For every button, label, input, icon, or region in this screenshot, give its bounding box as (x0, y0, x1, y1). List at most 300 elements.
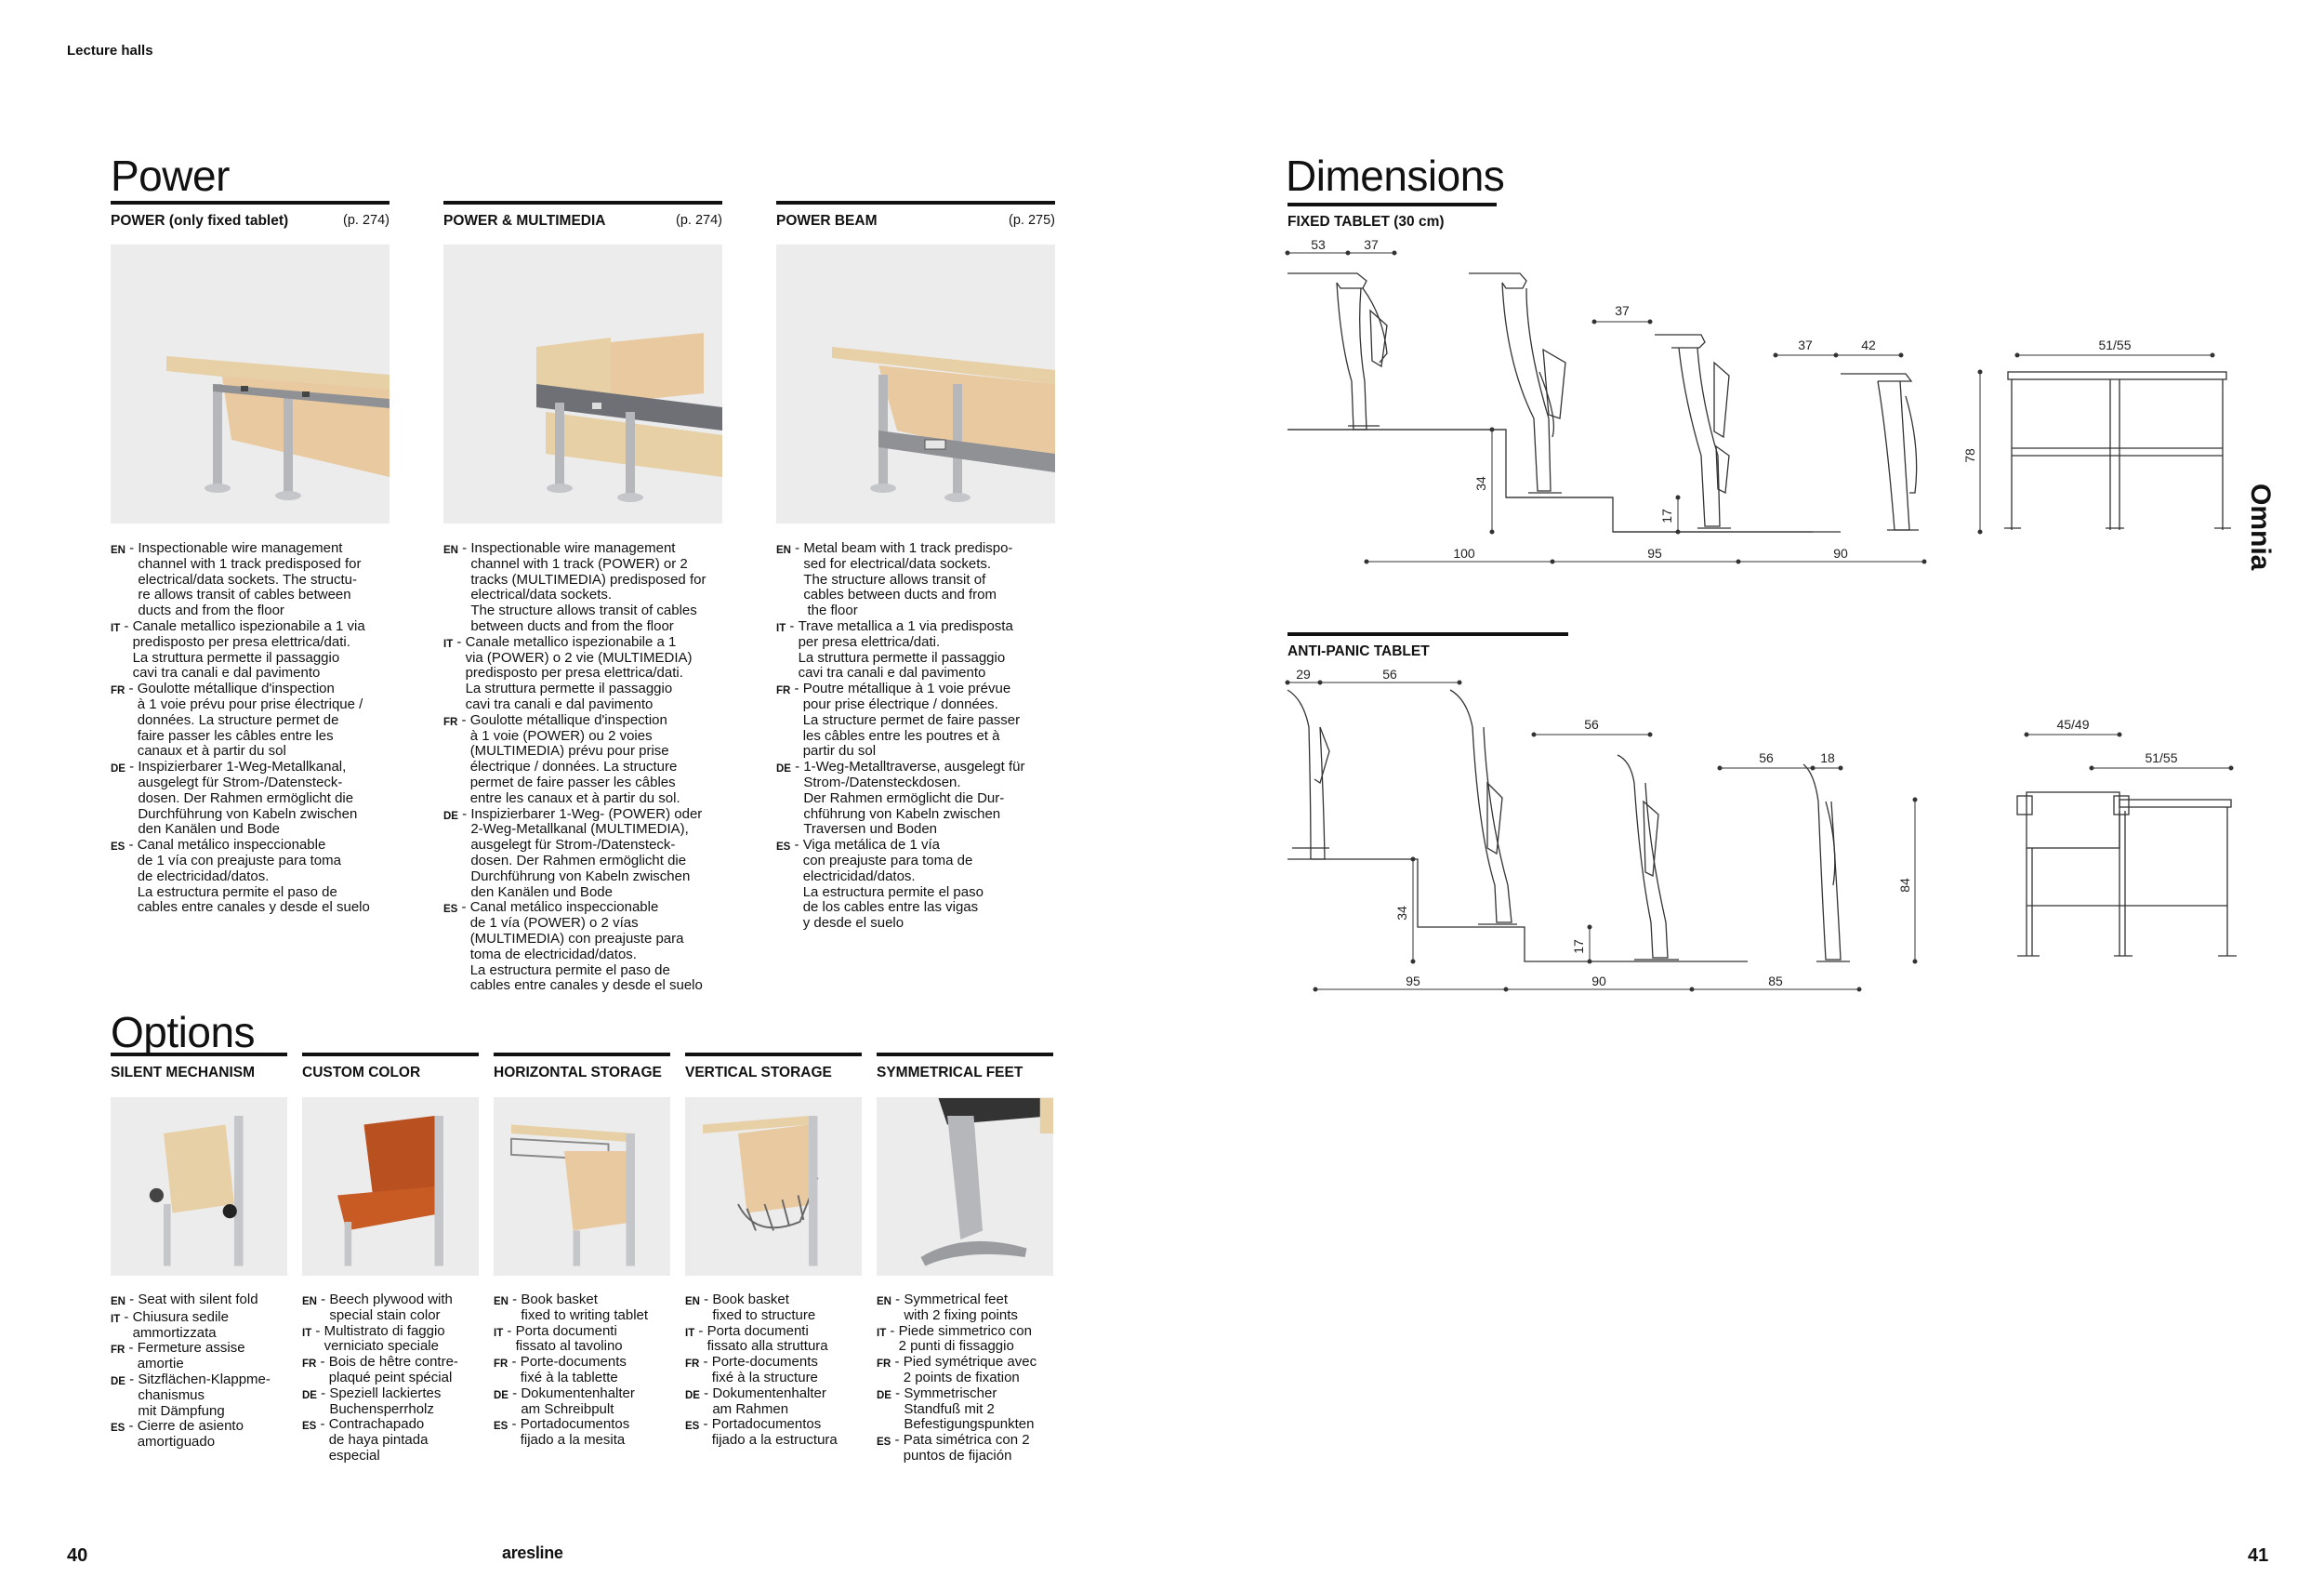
desc-line: Multistrato di faggio (324, 1322, 445, 1339)
desc-en (685, 1292, 876, 1324)
desc-line: Goulotte métallique d'inspection (469, 711, 667, 728)
desc-line: con preajuste para toma de (802, 852, 973, 868)
desc-fr (443, 713, 750, 807)
desc-line: Befestigungspunkten (904, 1416, 1035, 1433)
dash-separator: - (125, 1340, 138, 1357)
desc-line: sed for electrical/data sockets. (803, 555, 992, 572)
desc-en (494, 1292, 684, 1324)
lang-code: IT (776, 622, 786, 634)
desc-fr (776, 682, 1083, 760)
power-col-title: POWER & MULTIMEDIA (443, 213, 606, 229)
desc-line: The structure allows transit of cables (470, 603, 697, 619)
dash-separator: - (457, 711, 470, 728)
desc-line: Fermeture assise (137, 1340, 245, 1357)
desc-line: Der Rahmen ermöglicht die Dur- (803, 789, 1005, 806)
dim-95: 95 (1647, 546, 1662, 561)
lang-code: DE (302, 1389, 317, 1401)
desc-line: La structure permet de faire passer (802, 711, 1021, 728)
dim-56c: 56 (1759, 750, 1774, 765)
dim-90: 90 (1833, 546, 1848, 561)
lang-code: ES (494, 1421, 508, 1433)
vertical-brand: Omnia (2245, 484, 2276, 571)
desc-line: faire passer les câbles entre les (137, 727, 334, 744)
lang-code: FR (685, 1358, 700, 1371)
power-description (443, 541, 750, 994)
desc-line: Seat with silent fold (138, 1292, 258, 1307)
desc-line: fijado a la estructura (711, 1432, 838, 1449)
power-col-header (776, 201, 1055, 230)
desc-line: Symmetrical feet (904, 1292, 1009, 1307)
desc-line: Beech plywood with (329, 1292, 453, 1307)
option-col-header (685, 1053, 862, 1081)
desc-de (685, 1386, 876, 1418)
desc-line: cables entre canales y desde el suelo (137, 899, 370, 916)
desc-line: cavi tra canali e dal pavimento (465, 696, 654, 712)
desc-line: mit Dämpfung (138, 1402, 225, 1419)
dim-37a: 37 (1364, 237, 1379, 252)
desc-line: Canale metallico ispezionabile a 1 via (132, 617, 365, 634)
lang-code: ES (111, 1423, 125, 1435)
desc-line: cables between ducts and from (803, 587, 997, 603)
desc-de (494, 1386, 684, 1418)
desc-line: à 1 voie (POWER) ou 2 voies (469, 727, 653, 744)
dash-separator: - (457, 899, 470, 916)
dim-78: 78 (1962, 448, 1977, 463)
dash-separator: - (886, 1322, 899, 1339)
desc-line: Dokumentenhalter (521, 1385, 635, 1401)
dim-18: 18 (1820, 750, 1835, 765)
lang-code: DE (111, 1375, 125, 1387)
desc-line: Inspectionable wire management (470, 540, 676, 556)
dash-separator: - (316, 1292, 330, 1307)
fixed-tablet-heading: FIXED TABLET (30 cm) (1287, 214, 1445, 230)
desc-line: à 1 voie prévu pour prise électrique / (137, 696, 363, 712)
lang-code: ES (776, 842, 791, 854)
desc-it (877, 1324, 1067, 1356)
desc-it (111, 619, 417, 682)
desc-line: Canal metálico inspeccionable (137, 837, 326, 854)
desc-line: (MULTIMEDIA) prévu pour prise (469, 743, 669, 760)
desc-line: Strom-/Datensteckdosen. (803, 774, 961, 790)
dim-84: 84 (1897, 878, 1912, 893)
desc-en (111, 1292, 301, 1310)
dash-separator: - (453, 633, 466, 650)
dash-separator: - (508, 1416, 521, 1433)
desc-de (111, 1372, 301, 1419)
desc-line: Porta documenti (515, 1322, 617, 1339)
desc-line: predisposto per presa elettrica/dati. (465, 665, 683, 682)
desc-line: Canal metálico inspeccionable (469, 899, 659, 916)
power-col-title: POWER (only fixed tablet) (111, 213, 289, 229)
desc-line: channel with 1 track (POWER) or 2 (470, 555, 688, 572)
lang-code: FR (494, 1358, 508, 1371)
desc-it (685, 1324, 876, 1356)
desc-line: Canale metallico ispezionabile a 1 (465, 633, 677, 650)
desc-line: puntos de fijación (903, 1447, 1012, 1464)
desc-line: entre les canaux et à partir du sol. (469, 789, 680, 806)
desc-line: re allows transit of cables between (138, 587, 351, 603)
lang-code: EN (776, 545, 791, 556)
desc-line: Pata simétrica con 2 (903, 1432, 1030, 1449)
lang-code: ES (443, 904, 458, 916)
desc-line: La struttura permette il passaggio (465, 681, 673, 697)
desc-en (443, 541, 750, 635)
dash-separator: - (891, 1385, 905, 1401)
desc-en (877, 1292, 1067, 1324)
desc-line: permet de faire passer les câbles (469, 774, 676, 790)
power-col-header (111, 201, 390, 230)
desc-line: pour prise électrique / données. (802, 696, 998, 712)
desc-it (111, 1310, 301, 1342)
page-reference: (p. 274) (343, 213, 390, 228)
dim-56a: 56 (1382, 667, 1397, 682)
desc-line: La estructura permite el paso de (137, 883, 337, 900)
desc-de (776, 760, 1083, 838)
desc-line: am Schreibpult (521, 1400, 614, 1417)
desc-line: Cierre de asiento (137, 1418, 244, 1435)
option-col-header (494, 1053, 670, 1081)
dimensions-rule (1287, 203, 1497, 206)
dash-separator: - (125, 1418, 138, 1435)
dash-separator: - (699, 1416, 712, 1433)
dash-separator: - (891, 1292, 905, 1307)
dim-56b: 56 (1584, 717, 1599, 732)
desc-line: Portadocumentos (711, 1416, 822, 1433)
option-description (494, 1292, 684, 1449)
page-number-right: 41 (2248, 1545, 2269, 1566)
desc-line: electrical/data sockets. The structu- (138, 571, 357, 588)
option-photo (877, 1097, 1053, 1276)
desc-line: de electricidad/datos. (137, 868, 270, 884)
option-col-header (302, 1053, 479, 1081)
desc-line: fixé à la tablette (520, 1369, 618, 1385)
lang-code: EN (111, 545, 125, 556)
dim-51-55: 51/55 (2098, 338, 2132, 352)
desc-line: The structure allows transit of (803, 571, 986, 588)
dim-51-55-anti: 51/55 (2145, 750, 2178, 765)
desc-it (494, 1324, 684, 1356)
desc-line: (MULTIMEDIA) con preajuste para (469, 930, 684, 947)
dash-separator: - (699, 1385, 713, 1401)
desc-line: Portadocumentos (520, 1416, 630, 1433)
desc-line: the floor (803, 603, 858, 619)
page-number-left: 40 (67, 1545, 88, 1566)
product-photo (443, 245, 722, 523)
desc-line: cavi tra canali e dal pavimento (132, 665, 321, 682)
anti-panic-rule (1287, 632, 1568, 636)
desc-line: Metal beam with 1 track predispo- (803, 540, 1013, 556)
lang-code: IT (685, 1327, 695, 1339)
desc-it (443, 635, 750, 713)
dim-53: 53 (1311, 237, 1326, 252)
desc-line: les câbles entre les poutres et à (802, 727, 1000, 744)
brand-logo: aresline (502, 1544, 563, 1562)
dash-separator: - (694, 1322, 707, 1339)
dash-separator: - (120, 1308, 133, 1325)
dash-separator: - (125, 540, 139, 556)
fixed-tablet-drawing (1283, 232, 2268, 576)
desc-fr (877, 1355, 1067, 1386)
option-photo (111, 1097, 287, 1276)
power-title: Power (111, 152, 230, 200)
section-label: Lecture halls (67, 43, 153, 59)
lang-code: EN (111, 1296, 125, 1307)
desc-en (302, 1292, 493, 1324)
lang-code: EN (302, 1296, 317, 1307)
desc-line: am Rahmen (712, 1400, 789, 1417)
dim-34-anti: 34 (1394, 906, 1409, 921)
desc-line: de haya pintada (328, 1432, 429, 1449)
desc-en (111, 541, 417, 619)
desc-line: electricidad/datos. (802, 868, 916, 884)
lang-code: IT (877, 1327, 887, 1339)
dim-17: 17 (1659, 509, 1674, 523)
dash-separator: - (316, 1354, 329, 1371)
desc-line: Book basket (712, 1292, 789, 1307)
desc-line: den Kanälen und Bode (470, 883, 613, 900)
desc-es (776, 838, 1083, 932)
desc-line: fissato al tavolino (515, 1338, 623, 1355)
desc-line: de 1 vía (POWER) o 2 vías (469, 915, 639, 932)
desc-fr (494, 1355, 684, 1386)
desc-line: Poutre métallique à 1 voie prévue (802, 681, 1011, 697)
lang-code: IT (302, 1327, 312, 1339)
desc-line: partir du sol (802, 743, 877, 760)
lang-code: EN (494, 1296, 508, 1307)
desc-line: Goulotte métallique d'inspection (137, 681, 335, 697)
desc-line: ausgelegt für Strom-/Datensteck- (138, 774, 343, 790)
lang-code: FR (776, 685, 791, 697)
desc-line: 2 punti di fissaggio (898, 1338, 1014, 1355)
option-col-header (111, 1053, 287, 1081)
lang-code: DE (776, 763, 791, 775)
desc-line: per presa elettrica/dati. (798, 633, 941, 650)
desc-line: toma de electricidad/datos. (469, 946, 637, 962)
desc-line: Pied symétrique avec (903, 1354, 1037, 1371)
lang-code: DE (685, 1389, 700, 1401)
dim-17-anti: 17 (1571, 939, 1586, 954)
desc-fr (111, 1341, 301, 1372)
option-description (877, 1292, 1067, 1464)
desc-line: ammortizzata (132, 1324, 217, 1341)
desc-line: between ducts and from the floor (470, 617, 674, 634)
desc-line: Inspectionable wire management (138, 540, 343, 556)
desc-line: Porta documenti (706, 1322, 809, 1339)
dash-separator: - (316, 1385, 330, 1401)
desc-it (302, 1324, 493, 1356)
lang-code: DE (877, 1389, 891, 1401)
desc-line: plaqué peint spécial (328, 1369, 453, 1385)
dash-separator: - (125, 837, 138, 854)
lang-code: FR (443, 716, 458, 728)
dash-separator: - (125, 1371, 139, 1387)
desc-es (685, 1417, 876, 1449)
desc-line: via (POWER) o 2 vie (MULTIMEDIA) (465, 649, 693, 666)
power-description (776, 541, 1083, 932)
desc-line: especial (328, 1447, 380, 1464)
dash-separator: - (503, 1322, 516, 1339)
desc-it (776, 619, 1083, 682)
desc-line: Sitzflächen-Klappme- (138, 1371, 271, 1387)
desc-line: den Kanälen und Bode (138, 821, 280, 838)
desc-fr (685, 1355, 876, 1386)
desc-es (111, 1419, 301, 1451)
dimensions-title: Dimensions (1286, 152, 1505, 200)
options-title: Options (111, 1008, 256, 1056)
desc-line: ducts and from the floor (138, 603, 284, 619)
dash-separator: - (125, 681, 138, 697)
power-description (111, 541, 417, 916)
desc-line: Standfuß mit 2 (904, 1400, 995, 1417)
desc-line: amortie (137, 1356, 184, 1372)
product-photo (776, 245, 1055, 523)
desc-line: chanismus (138, 1386, 205, 1403)
lang-code: IT (111, 1313, 121, 1325)
option-description (302, 1292, 493, 1464)
desc-line: amortiguado (137, 1434, 216, 1451)
lang-code: ES (685, 1421, 700, 1433)
page-reference: (p. 275) (1009, 213, 1055, 228)
desc-line: chführung von Kabeln zwischen (803, 805, 1001, 822)
desc-line: dosen. Der Rahmen ermöglicht die (138, 789, 354, 806)
desc-line: 2-Weg-Metallkanal (MULTIMEDIA), (470, 821, 689, 838)
desc-line: Durchführung von Kabeln zwischen (138, 805, 358, 822)
lang-code: IT (443, 638, 454, 650)
desc-line: Trave metallica a 1 via predisposta (798, 617, 1013, 634)
lang-code: IT (111, 622, 121, 634)
product-photo (111, 245, 390, 523)
lang-code: ES (877, 1437, 891, 1449)
lang-code: FR (302, 1358, 317, 1371)
dim-100: 100 (1453, 546, 1475, 561)
desc-line: Dokumentenhalter (712, 1385, 826, 1401)
dash-separator: - (786, 617, 799, 634)
lang-code: DE (111, 763, 125, 775)
dash-separator: - (125, 1292, 139, 1307)
dash-separator: - (790, 681, 803, 697)
desc-line: 2 points de fixation (903, 1369, 1020, 1385)
lang-code: EN (877, 1296, 891, 1307)
desc-line: Porte-documents (520, 1354, 627, 1371)
option-photo (685, 1097, 862, 1276)
desc-line: Contrachapado (328, 1416, 425, 1433)
desc-line: fijado a la mesita (520, 1432, 626, 1449)
desc-line: Speziell lackiertes (329, 1385, 442, 1401)
lang-code: DE (443, 810, 458, 822)
desc-line: La estructura permite el paso (802, 883, 984, 900)
desc-es (443, 900, 750, 994)
desc-line: cables entre canales y desde el suelo (469, 977, 703, 994)
dash-separator: - (311, 1322, 324, 1339)
dash-separator: - (790, 837, 803, 854)
lang-code: EN (443, 545, 458, 556)
dash-separator: - (508, 1354, 521, 1371)
lang-code: FR (111, 1345, 125, 1357)
dash-separator: - (316, 1416, 329, 1433)
desc-line: La struttura permette il passaggio (798, 649, 1006, 666)
dash-separator: - (120, 617, 133, 634)
lang-code: IT (494, 1327, 504, 1339)
desc-line: 1-Weg-Metalltraverse, ausgelegt für (803, 759, 1025, 775)
desc-line: Buchensperrholz (329, 1400, 434, 1417)
desc-line: dosen. Der Rahmen ermöglicht die (470, 852, 687, 868)
desc-line: fixé à la structure (711, 1369, 818, 1385)
dash-separator: - (699, 1292, 713, 1307)
dash-separator: - (790, 759, 804, 775)
desc-line: canaux et à partir du sol (137, 743, 286, 760)
desc-line: Inspizierbarer 1-Weg- (POWER) oder (470, 805, 703, 822)
dash-separator: - (508, 1292, 522, 1307)
dash-separator: - (790, 540, 804, 556)
lang-code: FR (111, 685, 125, 697)
option-photo (302, 1097, 479, 1276)
dim-34: 34 (1473, 476, 1488, 491)
desc-line: predisposto per presa elettrica/dati. (132, 633, 350, 650)
option-col-title: VERTICAL STORAGE (685, 1065, 832, 1080)
desc-line: verniciato speciale (324, 1338, 439, 1355)
dim-29: 29 (1296, 667, 1311, 682)
desc-line: Porte-documents (711, 1354, 818, 1371)
dim-85: 85 (1768, 974, 1783, 988)
lang-code: ES (302, 1421, 317, 1433)
desc-line: channel with 1 track predisposed for (138, 555, 362, 572)
dash-separator: - (125, 759, 139, 775)
desc-line: Traversen und Boden (803, 821, 938, 838)
dim-37b: 37 (1615, 303, 1630, 318)
dim-95-anti: 95 (1406, 974, 1420, 988)
option-description (111, 1292, 301, 1451)
option-description (685, 1292, 876, 1449)
desc-line: Bois de hêtre contre- (328, 1354, 458, 1371)
dim-45-49: 45/49 (2056, 717, 2090, 732)
desc-line: de 1 vía con preajuste para toma (137, 852, 341, 868)
desc-line: tracks (MULTIMEDIA) predisposed for (470, 571, 706, 588)
lang-code: ES (111, 842, 125, 854)
desc-es (302, 1417, 493, 1464)
desc-line: Chiusura sedile (132, 1308, 229, 1325)
desc-line: with 2 fixing points (904, 1306, 1018, 1323)
dash-separator: - (508, 1385, 522, 1401)
desc-line: Piede simmetrico con (898, 1322, 1032, 1339)
desc-es (494, 1417, 684, 1449)
anti-panic-heading: ANTI-PANIC TABLET (1287, 643, 1430, 659)
desc-line: fissato alla struttura (706, 1338, 828, 1355)
desc-de (111, 760, 417, 838)
desc-line: ausgelegt für Strom-/Datensteck- (470, 837, 676, 854)
desc-line: Book basket (521, 1292, 598, 1307)
anti-panic-drawing (1283, 662, 2268, 1006)
option-col-title: CUSTOM COLOR (302, 1065, 421, 1080)
desc-line: Inspizierbarer 1-Weg-Metallkanal, (138, 759, 347, 775)
desc-line: Viga metálica de 1 vía (802, 837, 940, 854)
lang-code: EN (685, 1296, 700, 1307)
desc-fr (111, 682, 417, 760)
power-col-header (443, 201, 722, 230)
desc-en (776, 541, 1083, 619)
desc-line: La struttura permette il passaggio (132, 649, 340, 666)
dash-separator: - (457, 540, 471, 556)
desc-line: Durchführung von Kabeln zwischen (470, 868, 691, 884)
power-col-title: POWER BEAM (776, 213, 878, 229)
desc-line: fixed to structure (712, 1306, 816, 1323)
desc-es (111, 838, 417, 916)
desc-fr (302, 1355, 493, 1386)
option-photo (494, 1097, 670, 1276)
option-col-title: HORIZONTAL STORAGE (494, 1065, 662, 1080)
desc-de (877, 1386, 1067, 1433)
desc-line: cavi tra canali e dal pavimento (798, 665, 986, 682)
dim-42: 42 (1861, 338, 1876, 352)
